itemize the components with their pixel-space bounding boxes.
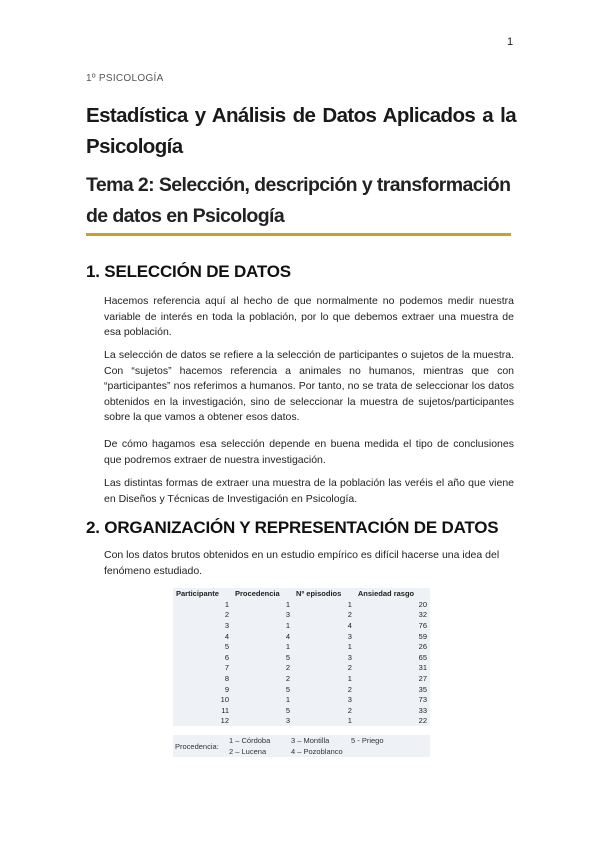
- table-cell: 6: [224, 652, 230, 662]
- table-cell: 1: [285, 695, 291, 705]
- table-cell: 5: [224, 642, 230, 652]
- legend-label: Procedencia:: [175, 742, 219, 751]
- table-row: [173, 716, 430, 727]
- table-cell: 3: [347, 631, 352, 641]
- table-cell: 12: [220, 716, 230, 726]
- paragraph: La selección de datos se refiere a la selección de participantes o sujetos de la muestra. Con “sujetos” hacemos referencia a animales no humanos, mientras que con “participantes” nos referimos a humanos. Por tanto, no se trata de seleccionar los datos obtenidos en la investigación, sino de seleccionar la muestra de sujetos/participantes sobre la que vamos a obtener esos datos.: [104, 349, 514, 424]
- column-header: Participante: [176, 589, 219, 598]
- table-cell: 27: [418, 673, 427, 683]
- table-row: [173, 694, 430, 705]
- legend-item: 1 – Córdoba: [229, 736, 271, 745]
- table-cell: 2: [285, 663, 291, 673]
- legend-item: 5 - Priego: [351, 736, 384, 745]
- table-cell: 4: [224, 631, 230, 641]
- paragraph: Las distintas formas de extraer una muestra de la población las veréis el año que viene en Diseños y Técnicas de Investigación en Psicología.: [104, 477, 514, 505]
- table-cell: 2: [224, 610, 230, 620]
- table-row: [173, 705, 430, 716]
- table-row: [173, 684, 430, 695]
- table-cell: 2: [347, 684, 352, 694]
- column-header: Procedencia: [235, 589, 280, 598]
- course-label: 1º PSICOLOGÍA: [86, 73, 164, 84]
- title-divider: [86, 233, 511, 236]
- table-cell: 76: [418, 620, 427, 630]
- procedencia-legend: [173, 735, 430, 757]
- table-cell: 1: [224, 599, 230, 609]
- table-cell: 20: [418, 599, 427, 609]
- table-cell: 35: [418, 684, 427, 694]
- table-cell: 1: [347, 716, 352, 726]
- table-row: [173, 631, 430, 642]
- table-header-row: [173, 588, 430, 599]
- table-row: [173, 652, 430, 663]
- table-row: [173, 610, 430, 621]
- table-cell: 2: [347, 610, 352, 620]
- document-title: Estadística y Análisis de Datos Aplicados a la Psicología: [86, 104, 516, 158]
- table-cell: 65: [418, 652, 427, 662]
- legend-item: 2 – Lucena: [229, 747, 267, 756]
- document-subtitle: Tema 2: Selección, descripción y transformación de datos en Psicología: [86, 174, 511, 227]
- table-cell: 5: [285, 684, 291, 694]
- table-cell: 11: [221, 705, 230, 715]
- table-cell: 7: [224, 663, 230, 673]
- table-cell: 22: [418, 716, 427, 726]
- table-cell: 1: [285, 620, 291, 630]
- page-number: 1: [507, 36, 514, 48]
- table-cell: 2: [347, 705, 352, 715]
- table-cell: 2: [347, 663, 352, 673]
- table-cell: 59: [418, 631, 427, 641]
- table-cell: 10: [220, 695, 230, 705]
- table-cell: 26: [418, 642, 427, 652]
- table-cell: 3: [347, 695, 352, 705]
- table-cell: 73: [418, 695, 427, 705]
- table-cell: 33: [418, 705, 427, 715]
- table-cell: 9: [224, 684, 230, 694]
- table-cell: 1: [347, 599, 352, 609]
- data-table: [173, 588, 430, 726]
- table-cell: 3: [285, 610, 291, 620]
- column-header: Ansiedad rasgo: [357, 589, 415, 598]
- table-cell: 5: [285, 652, 291, 662]
- table-cell: 2: [285, 673, 291, 683]
- table-row: [173, 599, 430, 610]
- paragraph: Hacemos referencia aquí al hecho de que normalmente no podemos medir nuestra variable de interés en toda la población, por lo que debemos extraer una muestra de esa población.: [104, 295, 514, 339]
- section-heading-1: 1. SELECCIÓN DE DATOS: [86, 262, 291, 281]
- paragraph: De cómo hagamos esa selección depende en buena medida el tipo de conclusiones que podremos extraer de nuestra investigación.: [104, 438, 514, 466]
- table-cell: 4: [347, 620, 352, 630]
- table-cell: 8: [224, 673, 230, 683]
- legend-item: 4 – Pozoblanco: [291, 747, 343, 756]
- paragraph: Con los datos brutos obtenidos en un estudio empírico es difícil hacerse una idea del fenómeno estudiado.: [104, 549, 500, 577]
- table-row: [173, 641, 430, 652]
- table-row: [173, 663, 430, 674]
- table-cell: 3: [224, 620, 230, 630]
- table-cell: 1: [285, 599, 291, 609]
- section-heading-2: 2. ORGANIZACIÓN Y REPRESENTACIÓN DE DATOS: [86, 518, 499, 537]
- table-row: [173, 673, 430, 684]
- table-row: [173, 620, 430, 631]
- table-cell: 31: [418, 663, 427, 673]
- table-cell: 3: [285, 716, 291, 726]
- table-cell: 5: [285, 705, 291, 715]
- table-cell: 4: [285, 631, 291, 641]
- table-cell: 1: [285, 642, 291, 652]
- table-body: [173, 599, 430, 726]
- legend-item: 3 – Montilla: [291, 736, 330, 745]
- table-cell: 1: [347, 642, 352, 652]
- table-cell: 32: [418, 610, 427, 620]
- table-cell: 3: [347, 652, 352, 662]
- column-header: Nº episodios: [296, 589, 342, 598]
- table-cell: 1: [347, 673, 352, 683]
